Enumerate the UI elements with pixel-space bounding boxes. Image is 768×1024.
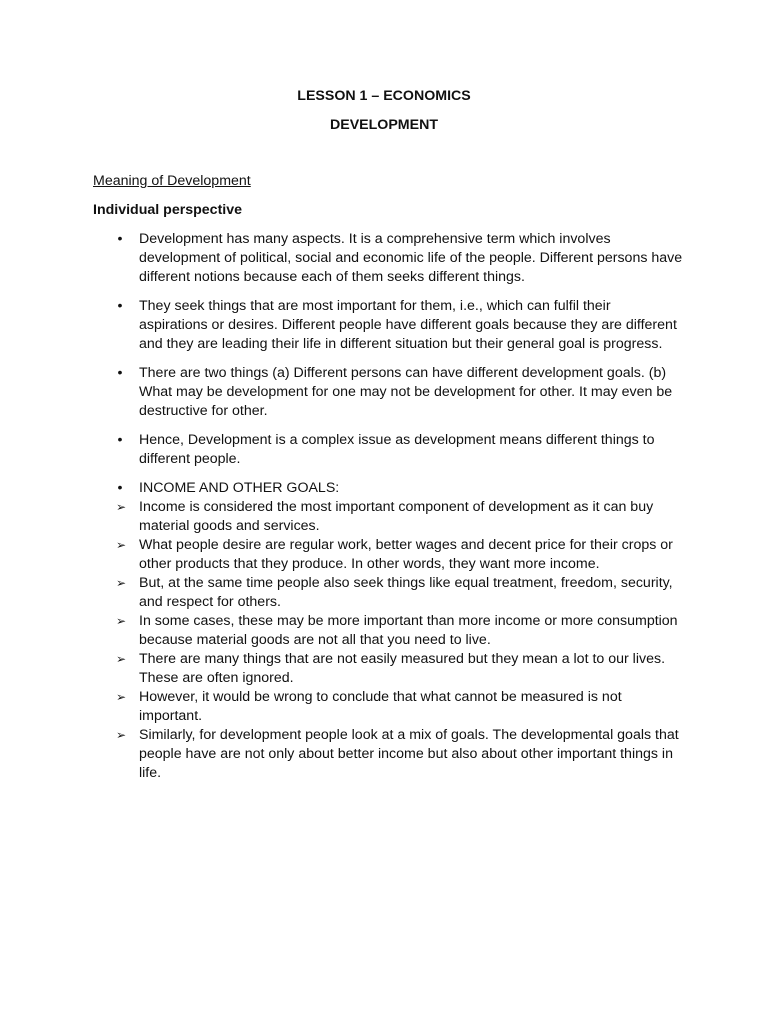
arrow-list-item — [93, 536, 683, 574]
bullet-marker: • — [117, 365, 123, 381]
list-item-text: They seek things that are most important for them, i.e., which can fulfil their aspirations or desires. Different people have different goals because they are different and they are leading their life in different situation but their general goal is progress. — [139, 298, 677, 352]
list-item-text: INCOME AND OTHER GOALS: — [139, 480, 340, 496]
arrow-item-text: Similarly, for development people look at a mix of goals. The developmental goals that people have are not only about better income but also about other important things in life. — [139, 727, 679, 781]
lesson-subtitle: DEVELOPMENT — [330, 117, 438, 133]
document-body — [93, 172, 683, 783]
bullet-marker: • — [117, 480, 123, 496]
list-item — [93, 479, 683, 498]
bullet-marker: • — [117, 298, 123, 314]
arrow-bullet-icon: ➢ — [115, 500, 127, 514]
arrow-bullet-icon: ➢ — [115, 728, 127, 742]
arrow-item-text: But, at the same time people also seek things like equal treatment, freedom, security, and respect for others. — [139, 575, 673, 610]
lesson-title: LESSON 1 – ECONOMICS — [297, 88, 471, 104]
arrow-list-item — [93, 650, 683, 688]
arrow-list — [93, 498, 683, 783]
list-item — [93, 297, 683, 354]
bullet-list — [93, 230, 683, 498]
arrow-item-text: There are many things that are not easily measured but they mean a lot to our lives. These are often ignored. — [139, 651, 666, 686]
list-item — [93, 230, 683, 287]
arrow-item-text: In some cases, these may be more important than more income or more consumption because material goods are not all that you need to live. — [139, 613, 678, 648]
arrow-bullet-icon: ➢ — [115, 690, 127, 704]
list-item-text: There are two things (a) Different persons can have different development goals. (b) What may be development for one may not be development for other. It may even be destructive for other. — [139, 365, 673, 419]
section-subheading: Individual perspective — [93, 202, 243, 218]
list-item — [93, 431, 683, 469]
arrow-list-item — [93, 498, 683, 536]
arrow-list-item — [93, 726, 683, 783]
arrow-item-text: However, it would be wrong to conclude that what cannot be measured is not important. — [139, 689, 622, 724]
arrow-item-text: Income is considered the most important component of development as it can buy material goods and services. — [139, 499, 654, 534]
arrow-bullet-icon: ➢ — [115, 538, 127, 552]
bullet-marker: • — [117, 231, 123, 247]
arrow-list-item — [93, 574, 683, 612]
list-item-text: Hence, Development is a complex issue as development means different things to different people. — [139, 432, 655, 467]
arrow-item-text: What people desire are regular work, better wages and decent price for their crops or other products that they produce. In other words, they want more income. — [139, 537, 673, 572]
list-item-text: Development has many aspects. It is a comprehensive term which involves development of political, social and economic life of the people. Different persons have different notions because each of them seeks different things. — [139, 231, 683, 285]
arrow-bullet-icon: ➢ — [115, 652, 127, 666]
arrow-bullet-icon: ➢ — [115, 576, 127, 590]
section-title: Meaning of Development — [93, 173, 251, 189]
arrow-list-item — [93, 688, 683, 726]
list-item — [93, 364, 683, 421]
bullet-marker: • — [117, 432, 123, 448]
arrow-list-item — [93, 612, 683, 650]
arrow-bullet-icon: ➢ — [115, 614, 127, 628]
